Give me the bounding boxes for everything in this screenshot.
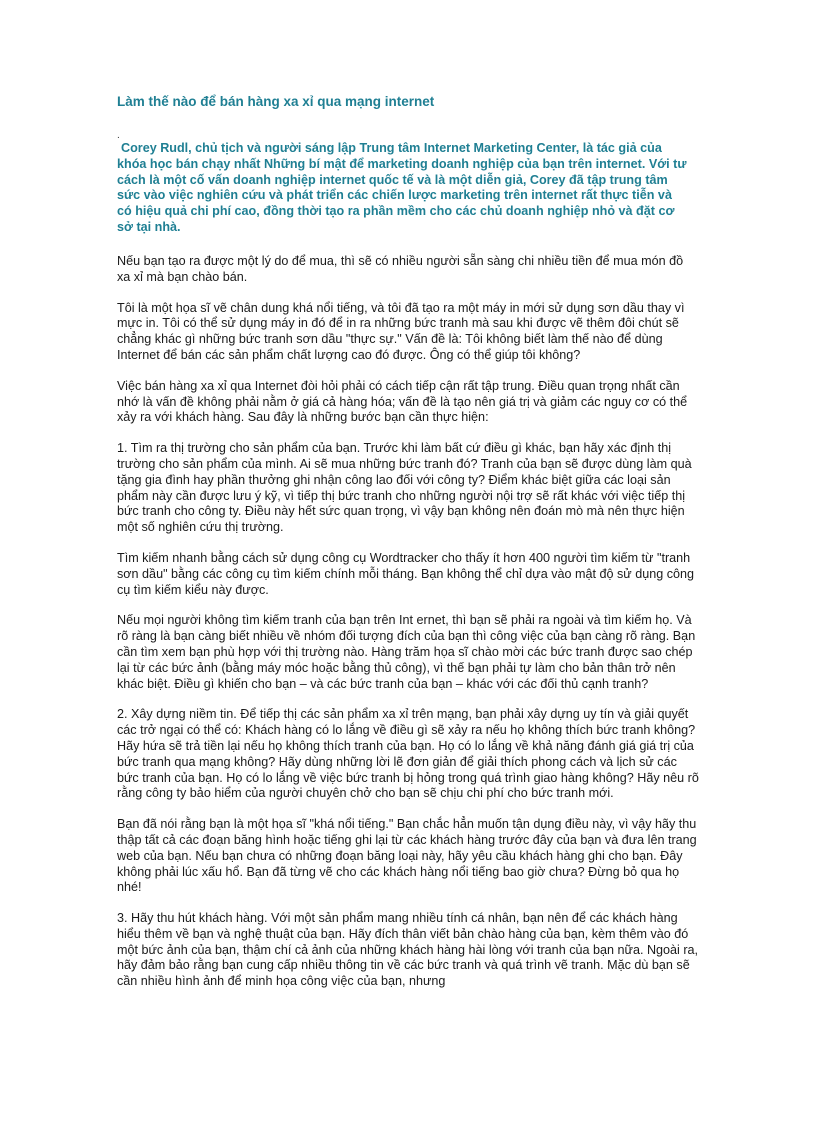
body-paragraph-7: 2. Xây dựng niềm tin. Để tiếp thị các sản phẩm xa xỉ trên mạng, bạn phải xây dựng uy tín và giải quyết các trở ngại có thể có: Khách hàng có lo lắng về điều gì sẽ xảy ra nếu họ không thích bức tranh không? Hãy hứa sẽ trả tiền lại nếu họ không thích tranh của bạn. Họ có lo lắng về khả năng đánh giá giá trị của bức tranh qua mạng không? Hãy dùng những lời lẽ đơn giản để giải thích phong cách và lịch sử các bức tranh của bạn. Họ có lo lắng về việc bức tranh bị hỏng trong quá trình giao hàng không? Hãy nêu rõ rằng công ty bảo hiểm của người chuyên chở cho bạn sẽ chịu chi phí cho bức tranh mới. [117,707,699,801]
body-paragraph-6: Nếu mọi người không tìm kiếm tranh của bạn trên Int ernet, thì bạn sẽ phải ra ngoài và tìm kiếm họ. Và rõ ràng là bạn càng biết nhiều về nhóm đối tượng đích của bạn thì công việc của bạn càng rõ ràng. Bạn cần tìm xem bạn phù hợp với thị trường nào. Hàng trăm họa sĩ chào mời các bức tranh được sao chép lại từ các bức ảnh (bằng máy móc hoặc bằng thủ công), vì thế bạn phải tự làm cho bản thân trở nên khác biệt. Điều gì khiến cho bạn – và các bức tranh của bạn – khác với các đối thủ cạnh tranh? [117,613,696,691]
body-paragraph-8: Bạn đã nói rằng bạn là một họa sĩ "khá nổi tiếng." Bạn chắc hẳn muốn tận dụng điều này, vì vậy hãy thu thập tất cả các đoạn băng hình hoặc tiếng ghi lại từ các khách hàng trước đây của bạn và đưa lên trang web của bạn. Nếu bạn chưa có những đoạn băng loại này, hãy yêu cầu khách hàng ghi cho bạn. Đây không phải lúc xấu hổ. Bạn đã từng vẽ cho các khách hàng nổi tiếng bao giờ chưa? Đừng bỏ qua họ nhé! [117,817,697,895]
body-paragraph-2: Tôi là một họa sĩ vẽ chân dung khá nổi tiếng, và tôi đã tạo ra một máy in mới sử dụng sơn dầu thay vì mực in. Tôi có thể sử dụng máy in đó để in ra những bức tranh mà sau khi được vẽ thêm đôi chút sẽ chẳng khác gì những bức tranh sơn dầu "thực sự." Vấn đề là: Tôi không biết làm thế nào để dùng Internet để bán các sản phẩm chất lượng cao đó được. Ông có thể giúp tôi không? [117,300,685,362]
body-paragraph-3: Việc bán hàng xa xỉ qua Internet đòi hỏi phải có cách tiếp cận rất tập trung. Điều quan trọng nhất cần nhớ là vấn đề không phải nằm ở giá cả hàng hóa; vấn đề là tạo nên giá trị và giảm các nguy cơ có thể xảy ra với khách hàng. Sau đây là những bước bạn cần thực hiện: [117,378,688,425]
document-title: Làm thế nào để bán hàng xa xỉ qua mạng internet [117,94,435,109]
bullet-marker: . [117,130,120,141]
body-paragraph-4: 1. Tìm ra thị trường cho sản phẩm của bạn. Trước khi làm bất cứ điều gì khác, bạn hãy xác định thị trường cho sản phẩm của mình. Ai sẽ mua những bức tranh đó? Tranh của bạn sẽ được dùng làm quà tặng gia đình hay phần thưởng ghi nhận công lao đối với công ty? Điểm khác biệt giữa các loại sản phẩm này cần được lưu ý kỹ, vì tiếp thị bức tranh cho những người nội trợ sẽ rất khác với việc tiếp thị bức tranh cho công ty. Điều này hết sức quan trọng, vì vậy bạn không nên đoán mò mà nên thực hiện một số nghiên cứu thị trường. [117,441,692,535]
body-paragraph-5: Tìm kiếm nhanh bằng cách sử dụng công cụ Wordtracker cho thấy ít hơn 400 người tìm kiếm từ "tranh sơn dầu" bằng các công cụ tìm kiếm chính mỗi tháng. Bạn không thể chỉ dựa vào mật độ sử dụng công cụ tìm kiếm kiểu này được. [117,550,695,597]
body-paragraph-1: Nếu bạn tạo ra được một lý do để mua, thì sẽ có nhiều người sẵn sàng chi nhiều tiền để mua món đồ xa xỉ mà bạn chào bán. [117,254,684,284]
body-paragraph-9: 3. Hãy thu hút khách hàng. Với một sản phẩm mang nhiều tính cá nhân, bạn nên để các khách hàng hiểu thêm về bạn và nghệ thuật của bạn. Hãy đích thân viết bản chào hàng của bạn, kèm thêm vào đó một bức ảnh của bạn, thậm chí cả ảnh của những khách hàng hài lòng với tranh của bạn nữa. Ngoài ra, hãy đảm bảo rằng bạn cung cấp nhiều thông tin về các bức tranh và quá trình vẽ tranh. Mặc dù bạn sẽ cần nhiều hình ảnh để minh họa công việc của bạn, nhưng [117,911,699,989]
author-intro: Corey Rudl, chủ tịch và người sáng lập Trung tâm Internet Marketing Center, là tác giả của khóa học bán chạy nhất Những bí mật để marketing doanh nghiệp của bạn trên internet. Với tư cách là một cố vấn doanh nghiệp internet quốc tế và là một diễn giả, Corey đã tập trung tâm sức vào việc nghiên cứu và phát triển các chiến lược marketing trên internet rất thực tiễn và có hiệu quả chi phí cao, đồng thời tạo ra phần mềm cho các chủ doanh nghiệp nhỏ và đặt cơ sở tại nhà. [117,141,687,234]
article-body [117,254,699,1005]
